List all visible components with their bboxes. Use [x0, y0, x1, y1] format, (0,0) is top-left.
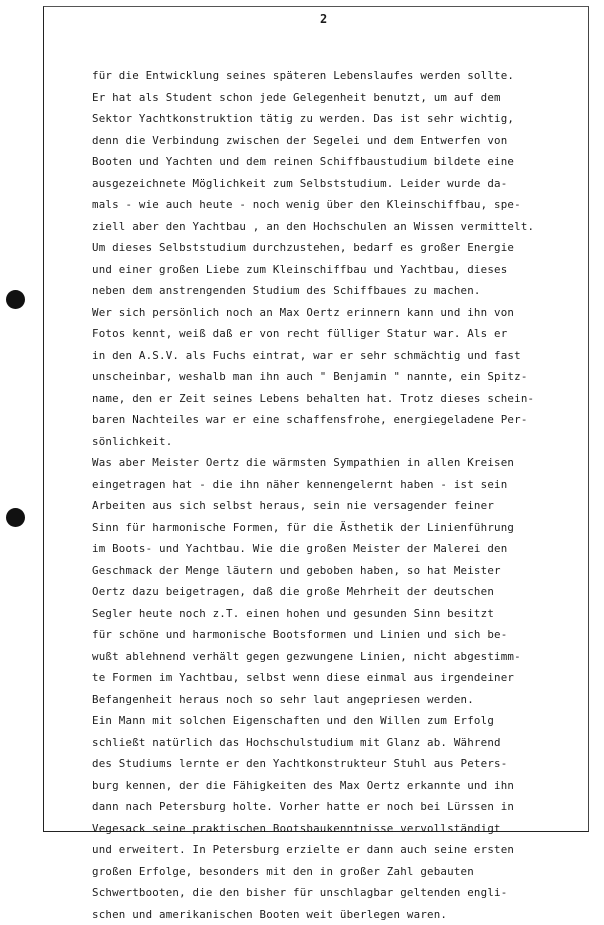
text-line: denn die Verbindung zwischen der Segelei und dem Entwerfen von: [92, 130, 582, 152]
text-line: neben dem anstrengenden Studium des Schiffbaues zu machen.: [92, 280, 582, 302]
punch-hole-bottom: [6, 508, 25, 527]
text-line: Befangenheit heraus noch so sehr laut angepriesen werden.: [92, 689, 582, 711]
text-line: Oertz dazu beigetragen, daß die große Mehrheit der deutschen: [92, 581, 582, 603]
text-line: Er hat als Student schon jede Gelegenheit benutzt, um auf dem: [92, 87, 582, 109]
text-line: Schwertbooten, die den bisher für unschlagbar geltenden engli-: [92, 882, 582, 904]
text-line: schließt natürlich das Hochschulstudium mit Glanz ab. Während: [92, 732, 582, 754]
text-line: eingetragen hat - die ihn näher kennengelernt haben - ist sein: [92, 474, 582, 496]
body-text: [92, 65, 582, 925]
text-line: Fotos kennt, weiß daß er von recht fülliger Statur war. Als er: [92, 323, 582, 345]
text-line: baren Nachteiles war er eine schaffensfrohe, energiegeladene Per-: [92, 409, 582, 431]
text-line: Was aber Meister Oertz die wärmsten Sympathien in allen Kreisen: [92, 452, 582, 474]
text-line: und erweitert. In Petersburg erzielte er dann auch seine ersten: [92, 839, 582, 861]
punch-hole-top: [6, 290, 25, 309]
text-line: für die Entwicklung seines späteren Lebenslaufes werden sollte.: [92, 65, 582, 87]
text-line: schen und amerikanischen Booten weit überlegen waren.: [92, 904, 582, 925]
text-line: Segler heute noch z.T. einen hohen und gesunden Sinn besitzt: [92, 603, 582, 625]
text-line: großen Erfolge, besonders mit den in großer Zahl gebauten: [92, 861, 582, 883]
text-line: Wer sich persönlich noch an Max Oertz erinnern kann und ihn von: [92, 302, 582, 324]
text-line: und einer großen Liebe zum Kleinschiffbau und Yachtbau, dieses: [92, 259, 582, 281]
text-line: des Studiums lernte er den Yachtkonstrukteur Stuhl aus Peters-: [92, 753, 582, 775]
text-line: Um dieses Selbststudium durchzustehen, bedarf es großer Energie: [92, 237, 582, 259]
text-line: Ein Mann mit solchen Eigenschaften und den Willen zum Erfolg: [92, 710, 582, 732]
text-line: sönlichkeit.: [92, 431, 582, 453]
text-line: in den A.S.V. als Fuchs eintrat, war er sehr schmächtig und fast: [92, 345, 582, 367]
text-line: ziell aber den Yachtbau , an den Hochschulen an Wissen vermittelt.: [92, 216, 582, 238]
text-line: im Boots- und Yachtbau. Wie die großen Meister der Malerei den: [92, 538, 582, 560]
text-line: Vegesack seine praktischen Bootsbaukenntnisse vervollständigt: [92, 818, 582, 840]
text-line: Sinn für harmonische Formen, für die Ästhetik der Linienführung: [92, 517, 582, 539]
text-line: Arbeiten aus sich selbst heraus, sein nie versagender feiner: [92, 495, 582, 517]
text-line: dann nach Petersburg holte. Vorher hatte er noch bei Lürssen in: [92, 796, 582, 818]
text-line: unscheinbar, weshalb man ihn auch " Benjamin " nannte, ein Spitz-: [92, 366, 582, 388]
text-line: mals - wie auch heute - noch wenig über den Kleinschiffbau, spe-: [92, 194, 582, 216]
text-line: Booten und Yachten und dem reinen Schiffbaustudium bildete eine: [92, 151, 582, 173]
text-line: wußt ablehnend verhält gegen gezwungene Linien, nicht abgestimm-: [92, 646, 582, 668]
text-line: burg kennen, der die Fähigkeiten des Max Oertz erkannte und ihn: [92, 775, 582, 797]
text-line: Geschmack der Menge läutern und geboben haben, so hat Meister: [92, 560, 582, 582]
text-line: ausgezeichnete Möglichkeit zum Selbststudium. Leider wurde da-: [92, 173, 582, 195]
text-line: te Formen im Yachtbau, selbst wenn diese einmal aus irgendeiner: [92, 667, 582, 689]
text-line: name, den er Zeit seines Lebens behalten hat. Trotz dieses schein-: [92, 388, 582, 410]
text-line: für schöne und harmonische Bootsformen und Linien und sich be-: [92, 624, 582, 646]
page-number: 2: [320, 12, 327, 26]
text-line: Sektor Yachtkonstruktion tätig zu werden. Das ist sehr wichtig,: [92, 108, 582, 130]
